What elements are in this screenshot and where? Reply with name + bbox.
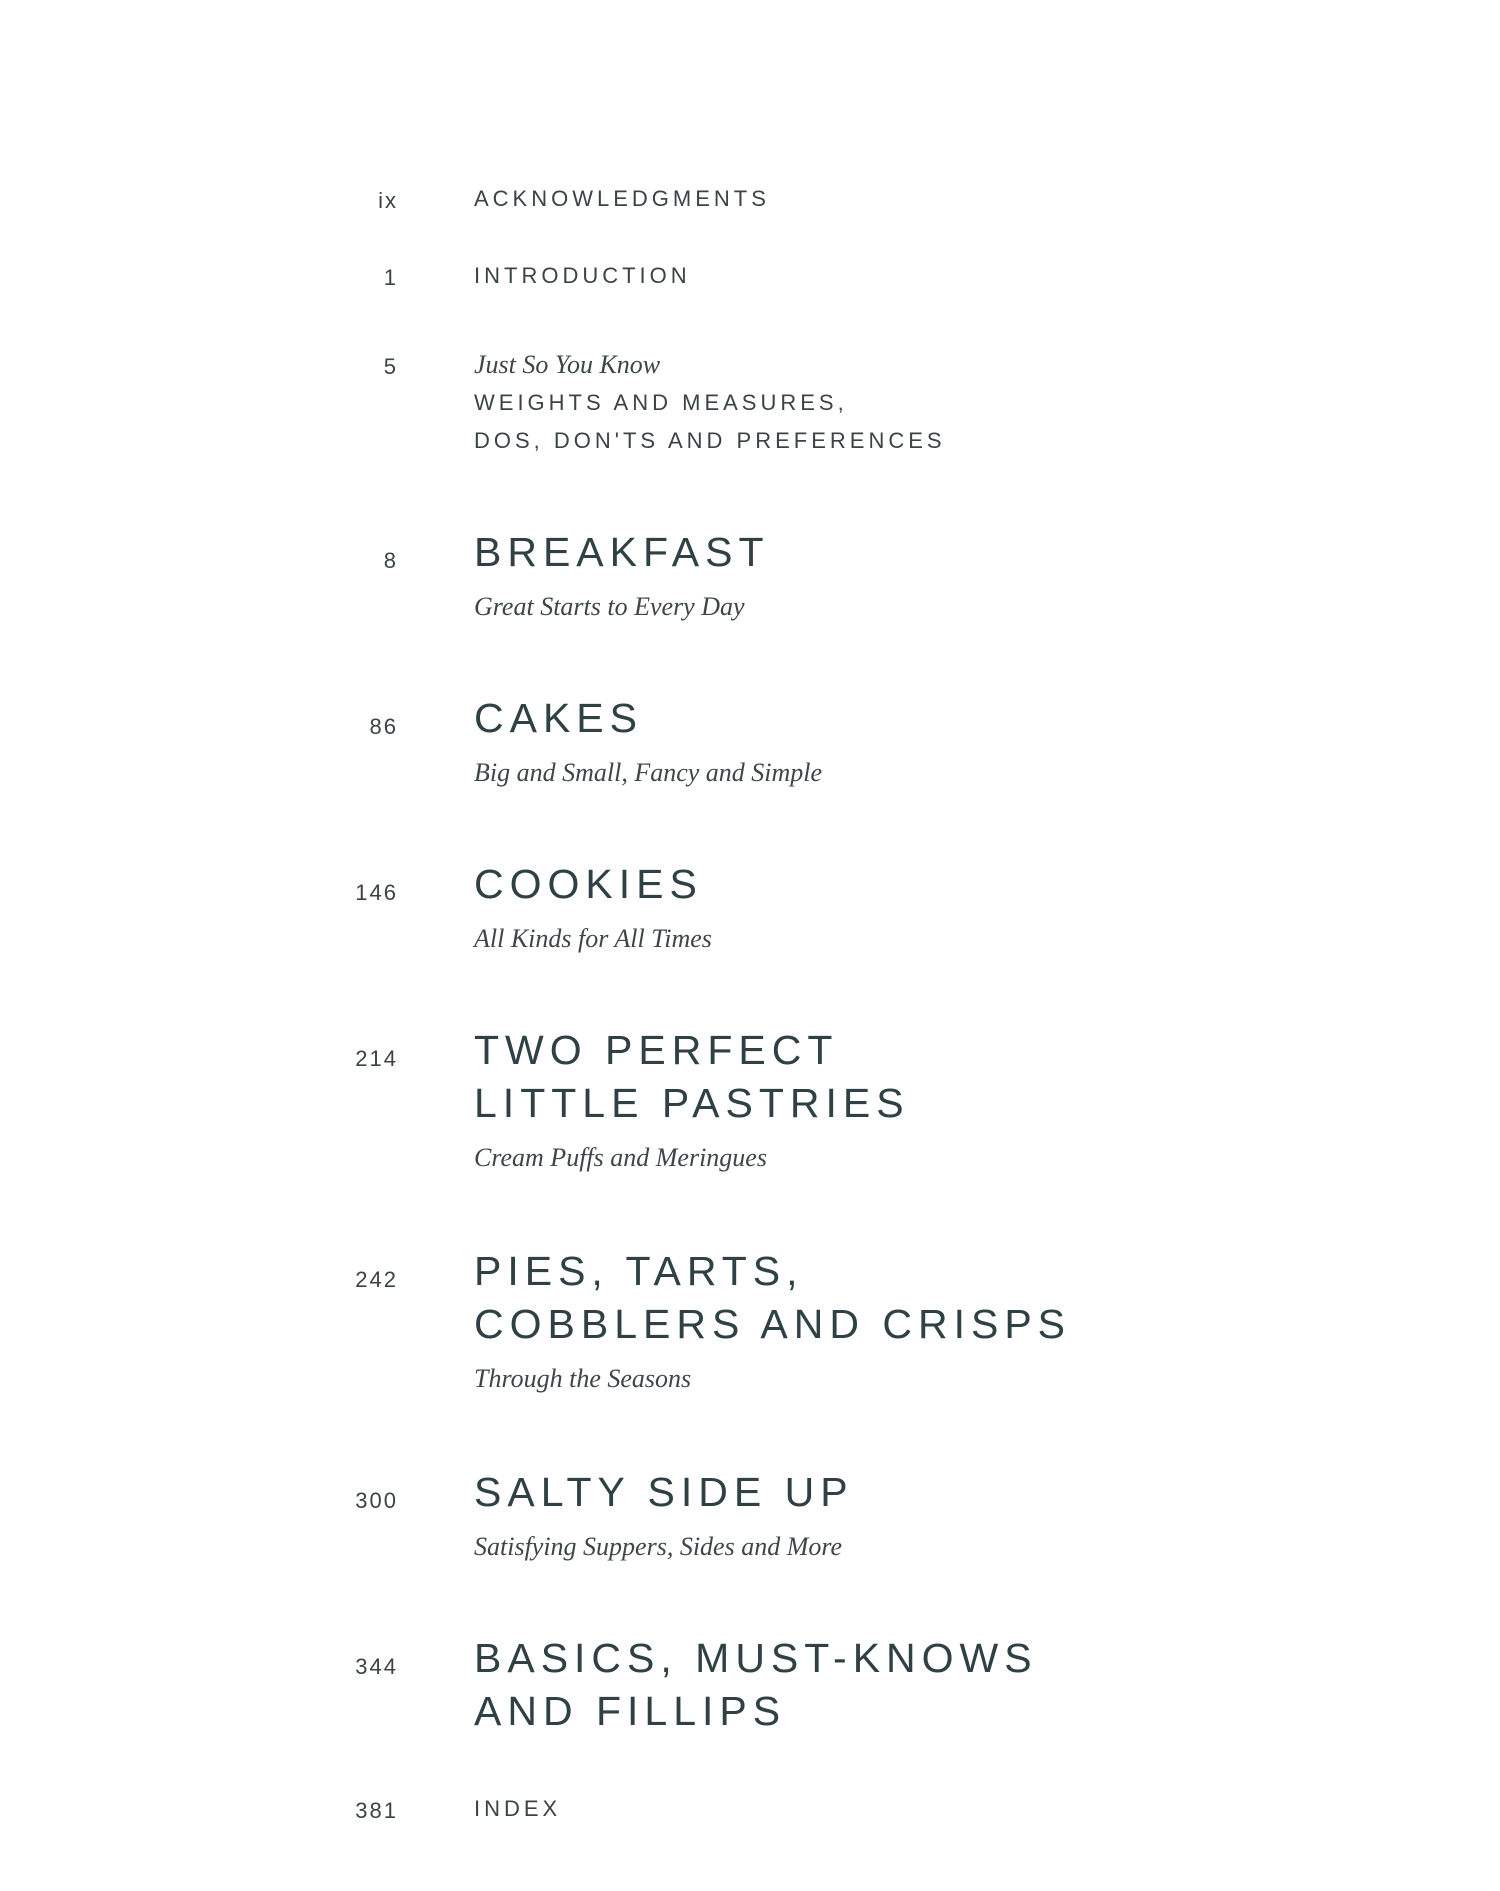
chapter-title-line: PIES, TARTS,: [474, 1248, 804, 1294]
page-number: 242: [355, 1267, 398, 1292]
entry-subtitle: Just So You Know: [474, 350, 661, 379]
chapter-title: BREAKFAST: [474, 529, 770, 575]
chapter-subtitle: Through the Seasons: [474, 1364, 692, 1393]
entry-title: INDEX: [474, 1796, 562, 1821]
entry-line: DOS, DON'TS AND PREFERENCES: [474, 428, 946, 453]
entry-title: INTRODUCTION: [474, 263, 691, 288]
chapter-subtitle: All Kinds for All Times: [474, 924, 712, 953]
page-number: 344: [355, 1654, 398, 1679]
chapter-title: CAKES: [474, 695, 643, 741]
chapter-title-line: LITTLE PASTRIES: [474, 1080, 910, 1126]
page-number: 1: [383, 265, 398, 290]
chapter-title-line: BASICS, MUST-KNOWS: [474, 1635, 1038, 1681]
chapter-title-line: COBBLERS AND CRISPS: [474, 1301, 1072, 1347]
page-number: 300: [355, 1488, 398, 1513]
entry-title: ACKNOWLEDGMENTS: [474, 186, 770, 211]
page-number: 86: [369, 714, 398, 739]
page-number: 8: [383, 548, 398, 573]
chapter-title-line: AND FILLIPS: [474, 1688, 787, 1734]
page-number: 214: [355, 1046, 398, 1071]
chapter-subtitle: Satisfying Suppers, Sides and More: [474, 1532, 843, 1561]
page-number: 146: [355, 880, 398, 905]
chapter-subtitle: Great Starts to Every Day: [474, 592, 745, 621]
chapter-title: SALTY SIDE UP: [474, 1469, 854, 1515]
page-number: ix: [378, 188, 398, 213]
chapter-title-line: TWO PERFECT: [474, 1027, 839, 1073]
page-number: 5: [383, 354, 398, 379]
chapter-subtitle: Big and Small, Fancy and Simple: [474, 758, 823, 787]
chapter-title: COOKIES: [474, 861, 703, 907]
page-number: 381: [355, 1798, 398, 1823]
entry-line: WEIGHTS AND MEASURES,: [474, 390, 848, 415]
chapter-subtitle: Cream Puffs and Meringues: [474, 1143, 767, 1172]
